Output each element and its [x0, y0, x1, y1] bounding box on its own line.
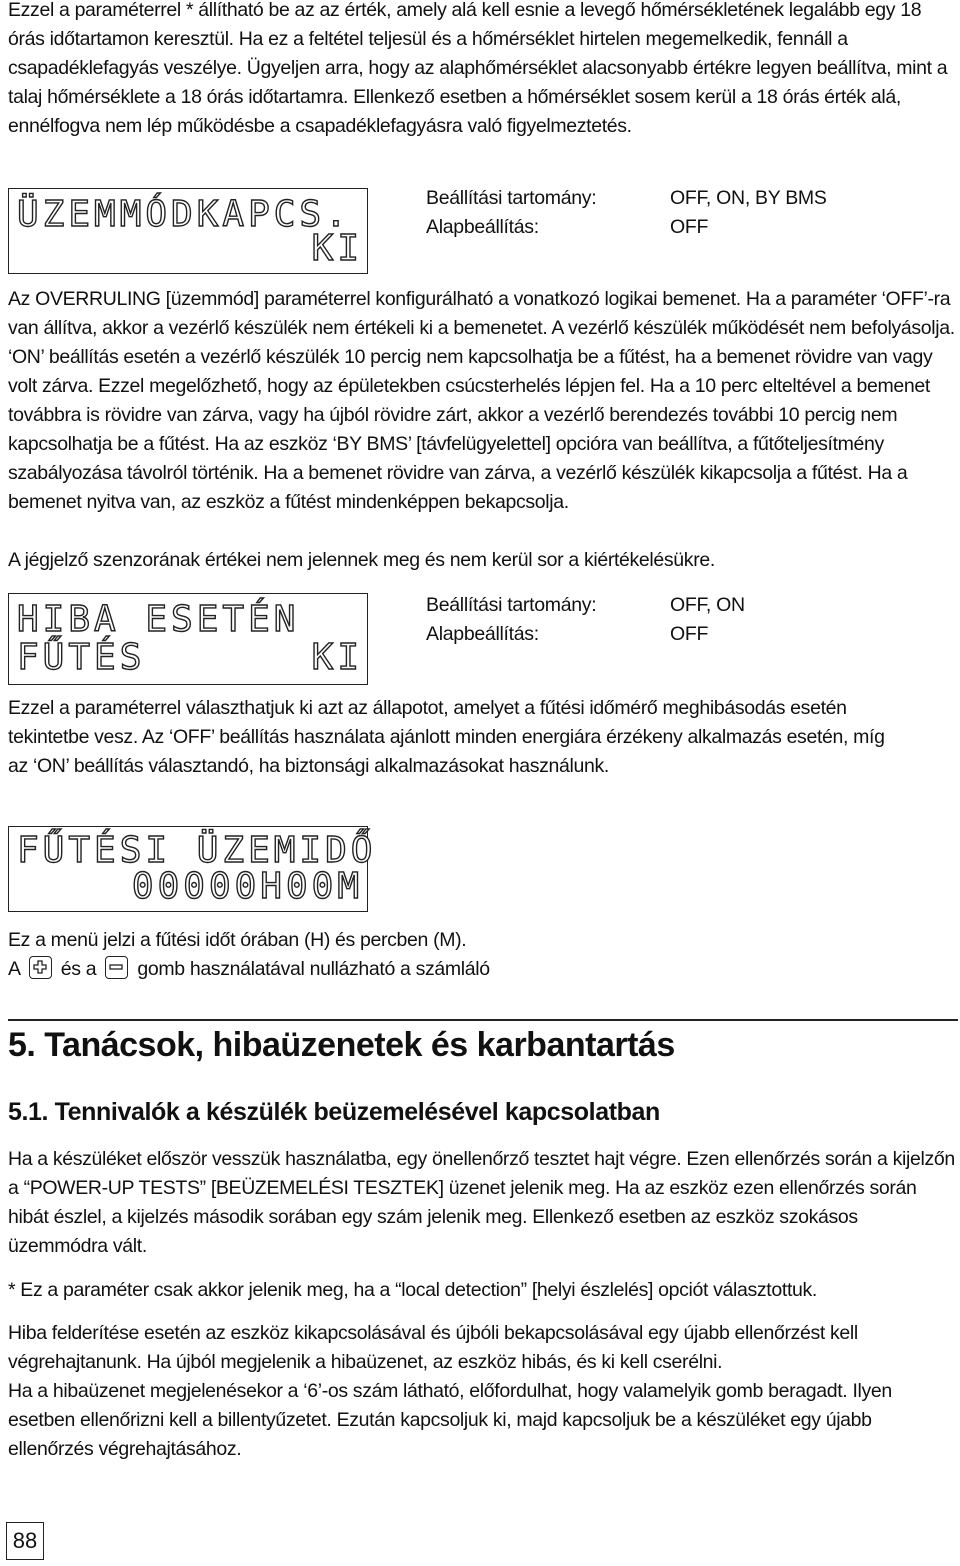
reset-instruction	[8, 955, 956, 984]
lcd-line-1: ÜZEMMÓDKAPCS.	[17, 194, 351, 235]
reset-text-c: gomb használatával nullázható a számláló	[137, 958, 490, 980]
reset-text-b: és a	[60, 958, 97, 980]
range-value: OFF, ON, BY BMS	[670, 187, 827, 209]
range-label: Beállítási tartomány:	[426, 187, 597, 209]
plus-key-icon	[29, 956, 52, 979]
lcd-line-1: FŰTÉSI ÜZEMIDŐ	[17, 830, 377, 871]
reset-text-a: A	[8, 958, 20, 980]
lcd-line-2: KI	[311, 228, 363, 269]
default-label: Alapbeállítás:	[426, 623, 539, 645]
section-5-title: 5. Tanácsok, hibaüzenetek és karbantartás	[8, 1026, 675, 1064]
lcd-display-heating-runtime	[8, 826, 377, 912]
self-test-paragraph: Ha a készüléket először vesszük használatba, egy önellenőrző tesztet hajt végre. Ezen ellenőrzés során a kijelzőn a “POWER-UP TESTS” [BEÜZEMELÉSI TESZTEK] üzenet jelenik meg. Ha az eszköz ezen ellenőrzés során hibát észlel, a kijelzés második sorában egy szám jelenik meg. Ellenkező esetben az eszköz szokásos üzemmódra vált.	[8, 1148, 955, 1257]
overruling-description: Az OVERRULING [üzemmód] paraméterrel konfigurálható a vonatkozó logikai bemenet. Ha a paraméter ‘OFF’-ra van állítva, akkor a vezérlő készülék nem értékeli ki a bemenetet. A vezérlő készülék működését nem befolyásolja. ‘ON’ beállítás esetén a vezérlő készülék 10 percig nem kapcsolhatja be a fűtést, ha a bemenet rövidre van vagy volt zárva. Ezzel megelőzhető, hogy az épületekben csúcsterhelés lépjen fel. Ha a 10 perc elteltével a bemenet továbbra is rövidre van zárva, vagy ha újból rövidre zárt, akkor a vezérlő berendezés további 10 percig nem kapcsolhatja be a fűtést. Ha az eszköz ‘BY BMS’ [távfelügyelettel] opcióra van beállítva, a fűtőteljesítmény szabályozása távolról történik. Ha a bemenet rövidre van zárva, a vezérlő készülék kikapcsolja a fűtést. Ha a bemenet nyitva van, az eszköz a fűtést mindenképpen bekapcsolja.	[8, 288, 955, 513]
intro-paragraph: Ezzel a paraméterrel * állítható be az az érték, amely alá kell esnie a levegő hőmérsékletének legalább egy 18 órás időtartamon keresztül. Ha ez a feltétel teljesül és a hőmérséklet hirtelen megemelkedik, fennáll a csapadéklefagyás veszélye. Ügyeljen arra, hogy az alaphőmérséklet alacsonyabb értékre legyen beállítva, mint a talaj hőmérséklete a 18 órás időtartamra. Ellenkező esetben a hőmérséklet sosem kerül a 18 órás érték alá, ennélfogva nem lép működésbe a csapadéklefagyásra való figyelmeztetés.	[8, 0, 948, 137]
lcd-line-2: 00000H00M	[131, 866, 363, 907]
default-value: OFF	[670, 623, 709, 645]
page-number: 88	[6, 1522, 44, 1560]
error-retest-paragraph: Hiba felderítése esetén az eszköz kikapcsolásával és újbóli bekapcsolásával egy újabb ellenőrzést kell végrehajtanunk. Ha újból megjelenik a hibaüzenet, az eszköz hibás, és ki kell cserélni.	[8, 1322, 858, 1373]
default-label: Alapbeállítás:	[426, 216, 539, 238]
range-value: OFF, ON	[670, 594, 745, 616]
section-divider	[8, 1019, 958, 1021]
range-label: Beállítási tartomány:	[426, 594, 597, 616]
lcd-display-operating-mode	[8, 188, 368, 274]
runtime-description: Ez a menü jelzi a fűtési időt órában (H) és percben (M).	[8, 929, 467, 951]
default-value: OFF	[670, 216, 709, 238]
error-state-description: Ezzel a paraméterrel választhatjuk ki azt az állapotot, amelyet a fűtési időmérő meghibásodás esetén tekintetbe vesz. Az ‘OFF’ beállítás használata ajánlott minden energiára érzékeny alkalmazás esetén, míg az ‘ON’ beállítás választandó, ha biztonsági alkalmazásokat használunk.	[8, 697, 885, 777]
stuck-button-paragraph: Ha a hibaüzenet megjelenésekor a ‘6’-os szám látható, előfordulhat, hogy valamelyik gomb beragadt. Ilyen esetben ellenőrizni kell a billentyűzetet. Ezután kapcsoljuk ki, majd kapcsoljuk be a készüléket egy újabb ellenőrzés végrehajtásához.	[8, 1380, 892, 1460]
lcd-display-heating-on-error	[8, 593, 368, 685]
footnote: * Ez a paraméter csak akkor jelenik meg, ha a “local detection” [helyi észlelés] opciót választottuk.	[8, 1279, 817, 1301]
lcd-line-2-label: FŰTÉS	[17, 637, 146, 678]
section-5-1-title: 5.1. Tennivalók a készülék beüzemelésével kapcsolatban	[8, 1098, 660, 1126]
minus-key-icon	[105, 956, 128, 979]
ice-sensor-note: A jégjelző szenzorának értékei nem jelennek meg és nem kerül sor a kiértékelésükre.	[8, 549, 715, 571]
lcd-line-1: HIBA ESETÉN	[17, 599, 300, 640]
lcd-line-2-value: KI	[311, 637, 363, 678]
